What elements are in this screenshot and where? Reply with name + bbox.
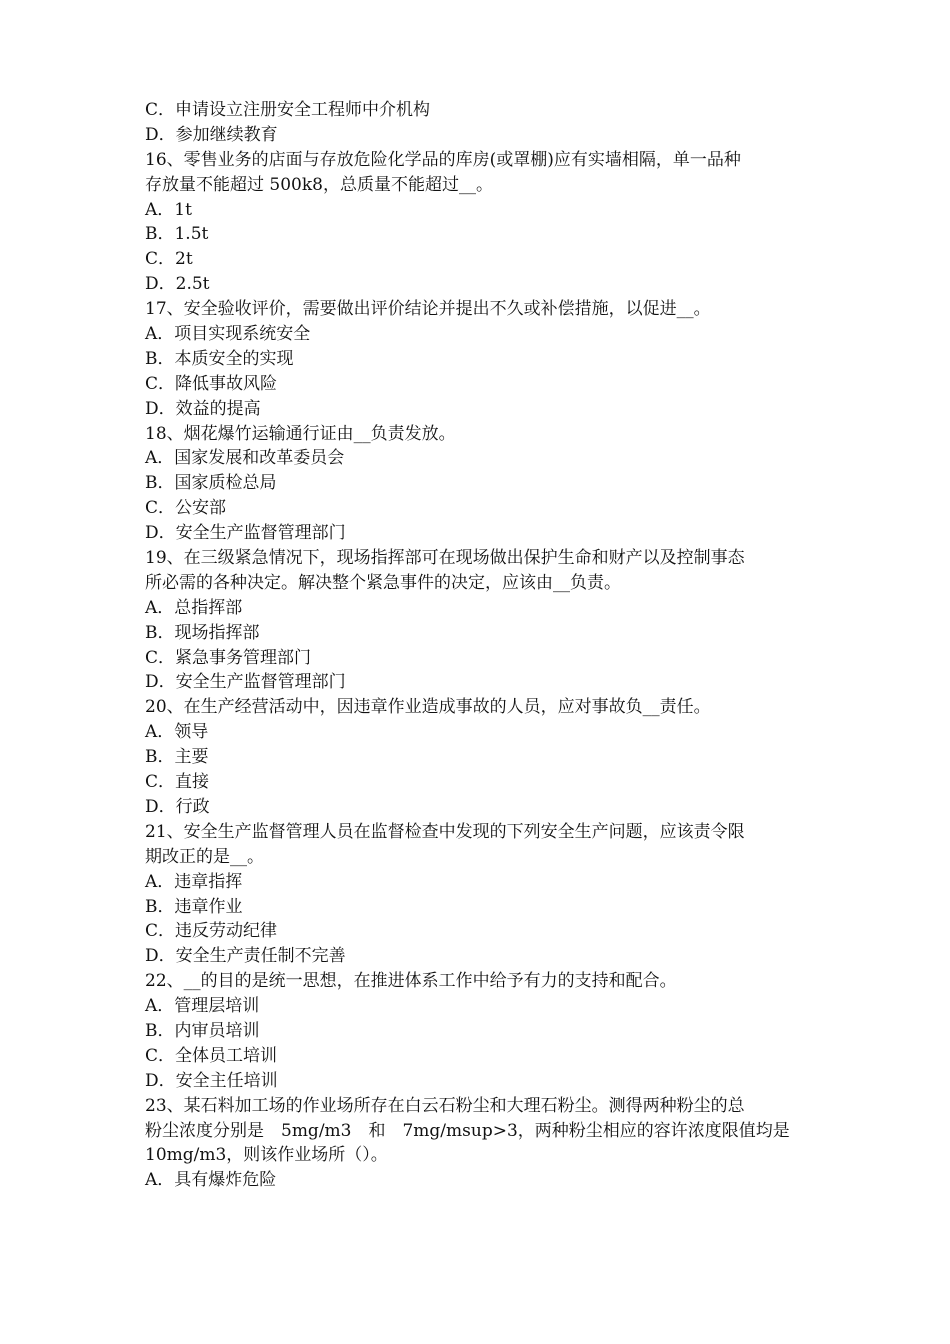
document-page <box>145 98 810 1193</box>
option-b: B．国家质检总局 <box>145 473 277 494</box>
option-c: C．2t <box>145 249 193 270</box>
option-a: A．违章指挥 <box>145 871 243 892</box>
text-line: D．参加继续教育 <box>145 124 278 145</box>
text-line: C．申请设立注册安全工程师中介机构 <box>145 100 431 120</box>
option-c: C．降低事故风险 <box>145 373 278 394</box>
option-c: C．直接 <box>145 772 210 793</box>
option-a: A．国家发展和改革委员会 <box>145 448 345 469</box>
text-line: 所必需的各种决定。解决整个紧急事件的决定，应该由__负责。 <box>145 572 621 593</box>
text-line: 10mg/m3，则该作业场所（）。 <box>145 1145 388 1166</box>
question-20: 20、在生产经营活动中，因违章作业造成事故的人员，应对事故负__责任。 <box>145 697 711 718</box>
question-16: 16、零售业务的店面与存放危险化学品的库房(或罩棚)应有实墙相隔，单一品种 <box>145 149 741 170</box>
option-b: B．内审员培训 <box>145 1020 260 1041</box>
option-c: C．紧急事务管理部门 <box>145 647 312 668</box>
option-a: A．具有爆炸危险 <box>145 1170 277 1191</box>
option-a: A．管理层培训 <box>145 996 260 1017</box>
option-d: D．行政 <box>145 796 210 817</box>
question-22: 22、__的目的是统一思想，在推进体系工作中给予有力的支持和配合。 <box>145 971 677 992</box>
option-d: D．安全主任培训 <box>145 1070 278 1091</box>
option-d: D．2.5t <box>145 274 210 295</box>
option-c: C．违反劳动纪律 <box>145 921 278 942</box>
option-b: B．本质安全的实现 <box>145 348 294 369</box>
option-d: D．效益的提高 <box>145 398 261 419</box>
question-17: 17、安全验收评价，需要做出评价结论并提出不久或补偿措施，以促进__。 <box>145 299 711 320</box>
question-21: 21、安全生产监督管理人员在监督检查中发现的下列安全生产问题，应该责令限 <box>145 821 745 842</box>
option-b: B．1.5t <box>145 224 209 245</box>
question-19: 19、在三级紧急情况下，现场指挥部可在现场做出保护生命和财产以及控制事态 <box>145 548 745 569</box>
text-line: 粉尘浓度分别是 5mg/m3 和 7mg/msup>3，两种粉尘相应的容许浓度限值均是 <box>145 1120 790 1141</box>
text-line: 存放量不能超过 500k8，总质量不能超过__。 <box>145 174 493 195</box>
option-b: B．违章作业 <box>145 896 243 917</box>
option-d: D．安全生产责任制不完善 <box>145 946 346 967</box>
option-c: C．全体员工培训 <box>145 1045 278 1066</box>
option-d: D．安全生产监督管理部门 <box>145 672 346 693</box>
option-a: A．1t <box>145 199 192 220</box>
option-a: A．领导 <box>145 722 209 743</box>
option-a: A．项目实现系统安全 <box>145 324 311 345</box>
option-b: B．现场指挥部 <box>145 622 260 643</box>
question-18: 18、烟花爆竹运输通行证由__负责发放。 <box>145 423 456 444</box>
text-line: 期改正的是__。 <box>145 846 264 867</box>
option-c: C．公安部 <box>145 498 227 519</box>
question-23: 23、某石料加工场的作业场所存在白云石粉尘和大理石粉尘。测得两种粉尘的总 <box>145 1095 745 1116</box>
option-a: A．总指挥部 <box>145 597 243 618</box>
option-b: B．主要 <box>145 747 209 768</box>
option-d: D．安全生产监督管理部门 <box>145 523 346 544</box>
